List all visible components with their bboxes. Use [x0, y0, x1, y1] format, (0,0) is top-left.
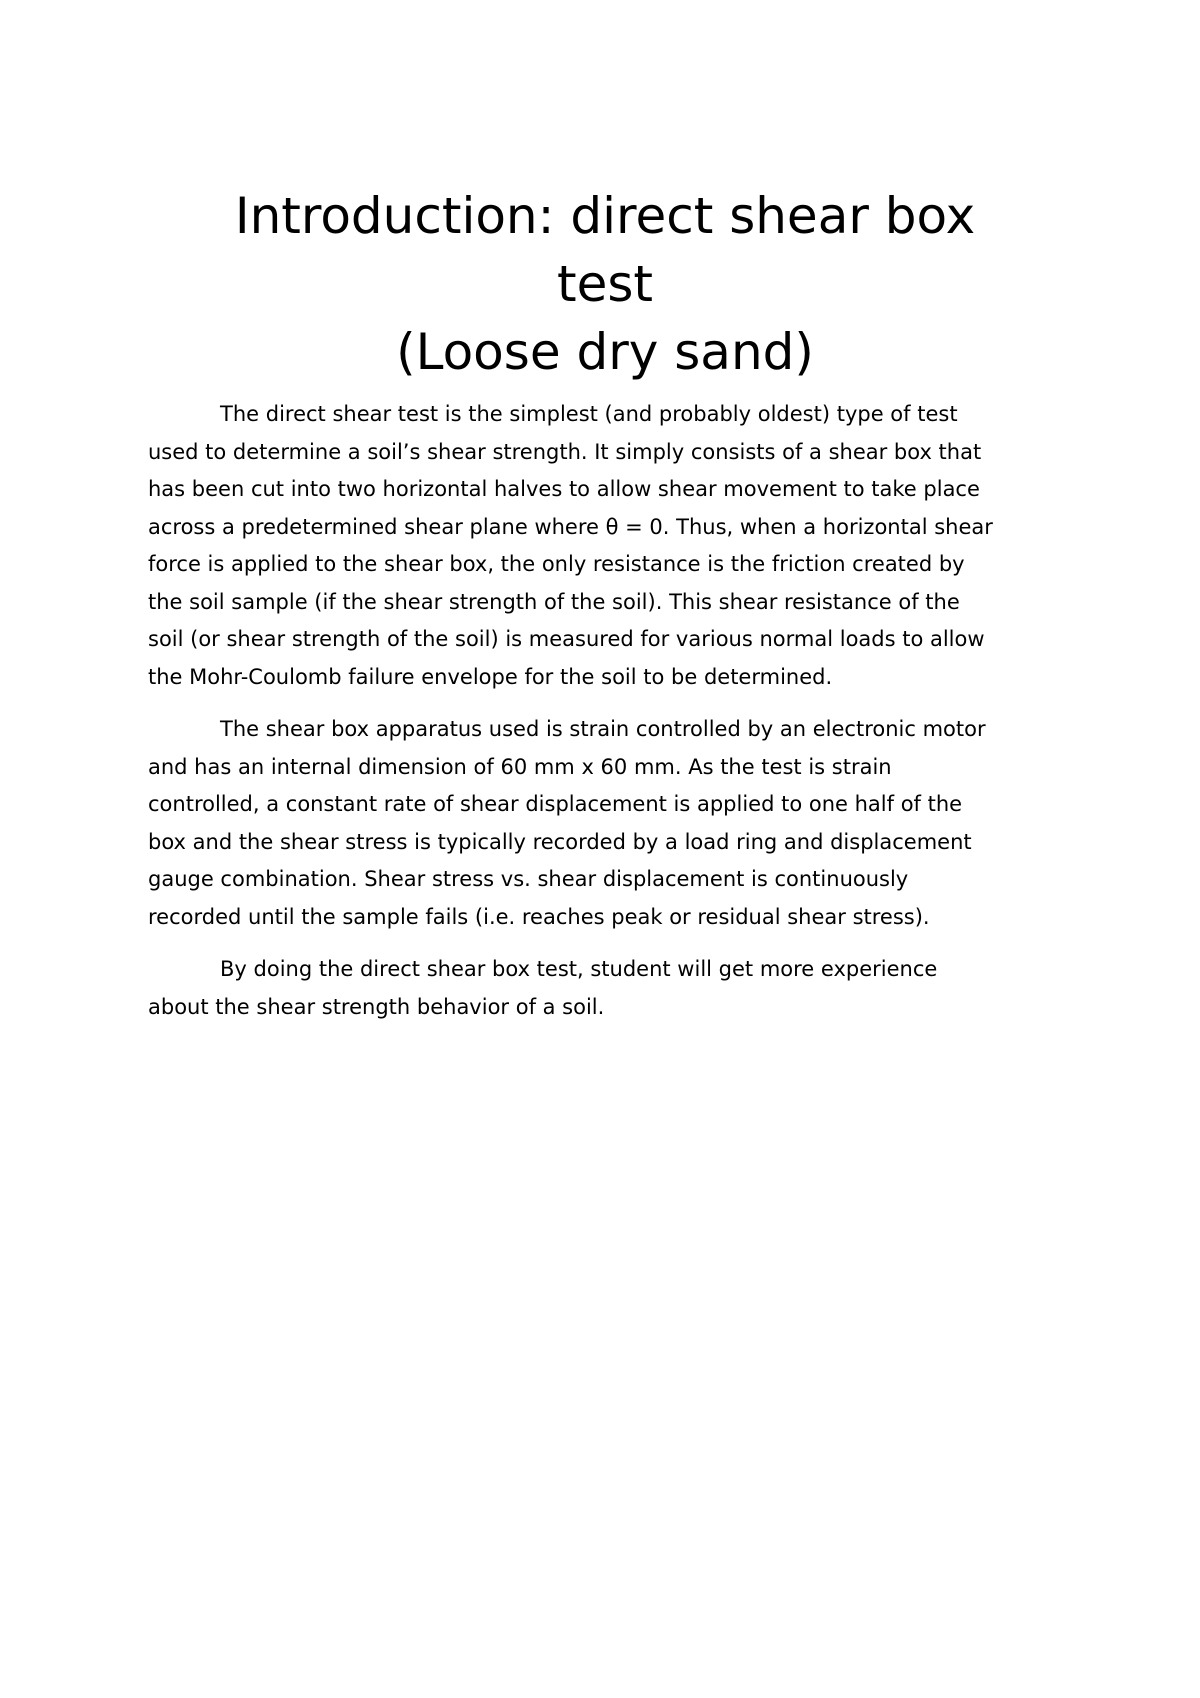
paragraph-line: The direct shear test is the simplest (and probably oldest) type of test [220, 402, 958, 426]
paragraph-line: soil (or shear strength of the soil) is measured for various normal loads to allow [148, 627, 985, 651]
paragraph-line: controlled, a constant rate of shear displacement is applied to one half of the [148, 792, 963, 816]
paragraph-line: gauge combination. Shear stress vs. shear displacement is continuously [148, 867, 909, 891]
paragraph-apparatus [148, 711, 1078, 936]
paragraph-intro [148, 396, 1078, 696]
paragraph-line: the Mohr-Coulomb failure envelope for the soil to be determined. [148, 664, 833, 689]
page-title [140, 182, 1070, 386]
paragraph-line: the soil sample (if the shear strength of the soil). This shear resistance of the [148, 589, 960, 614]
paragraph-line: across a predetermined shear plane where θ = 0. Thus, when a horizontal shear [148, 514, 993, 539]
paragraph-line: The shear box apparatus used is strain controlled by an electronic motor [220, 717, 986, 741]
document-body [148, 396, 1078, 1041]
paragraph-line: force is applied to the shear box, the only resistance is the friction created by [148, 552, 965, 576]
title-line: test [556, 254, 654, 313]
paragraph-line: box and the shear stress is typically recorded by a load ring and displacement [148, 829, 972, 854]
title-line: Introduction: direct shear box [234, 186, 976, 245]
paragraph-line: about the shear strength behavior of a soil. [148, 994, 605, 1019]
paragraph-line: By doing the direct shear box test, student will get more experience [220, 957, 938, 981]
title-line: (Loose dry sand) [396, 322, 814, 381]
paragraph-line: recorded until the sample fails (i.e. reaches peak or residual shear stress). [148, 904, 930, 929]
paragraph-line: used to determine a soil’s shear strength. It simply consists of a shear box that [148, 439, 982, 464]
paragraph-line: and has an internal dimension of 60 mm x 60 mm. As the test is strain [148, 754, 892, 779]
paragraph-conclusion [148, 951, 1078, 1026]
paragraph-line: has been cut into two horizontal halves to allow shear movement to take place [148, 477, 980, 501]
